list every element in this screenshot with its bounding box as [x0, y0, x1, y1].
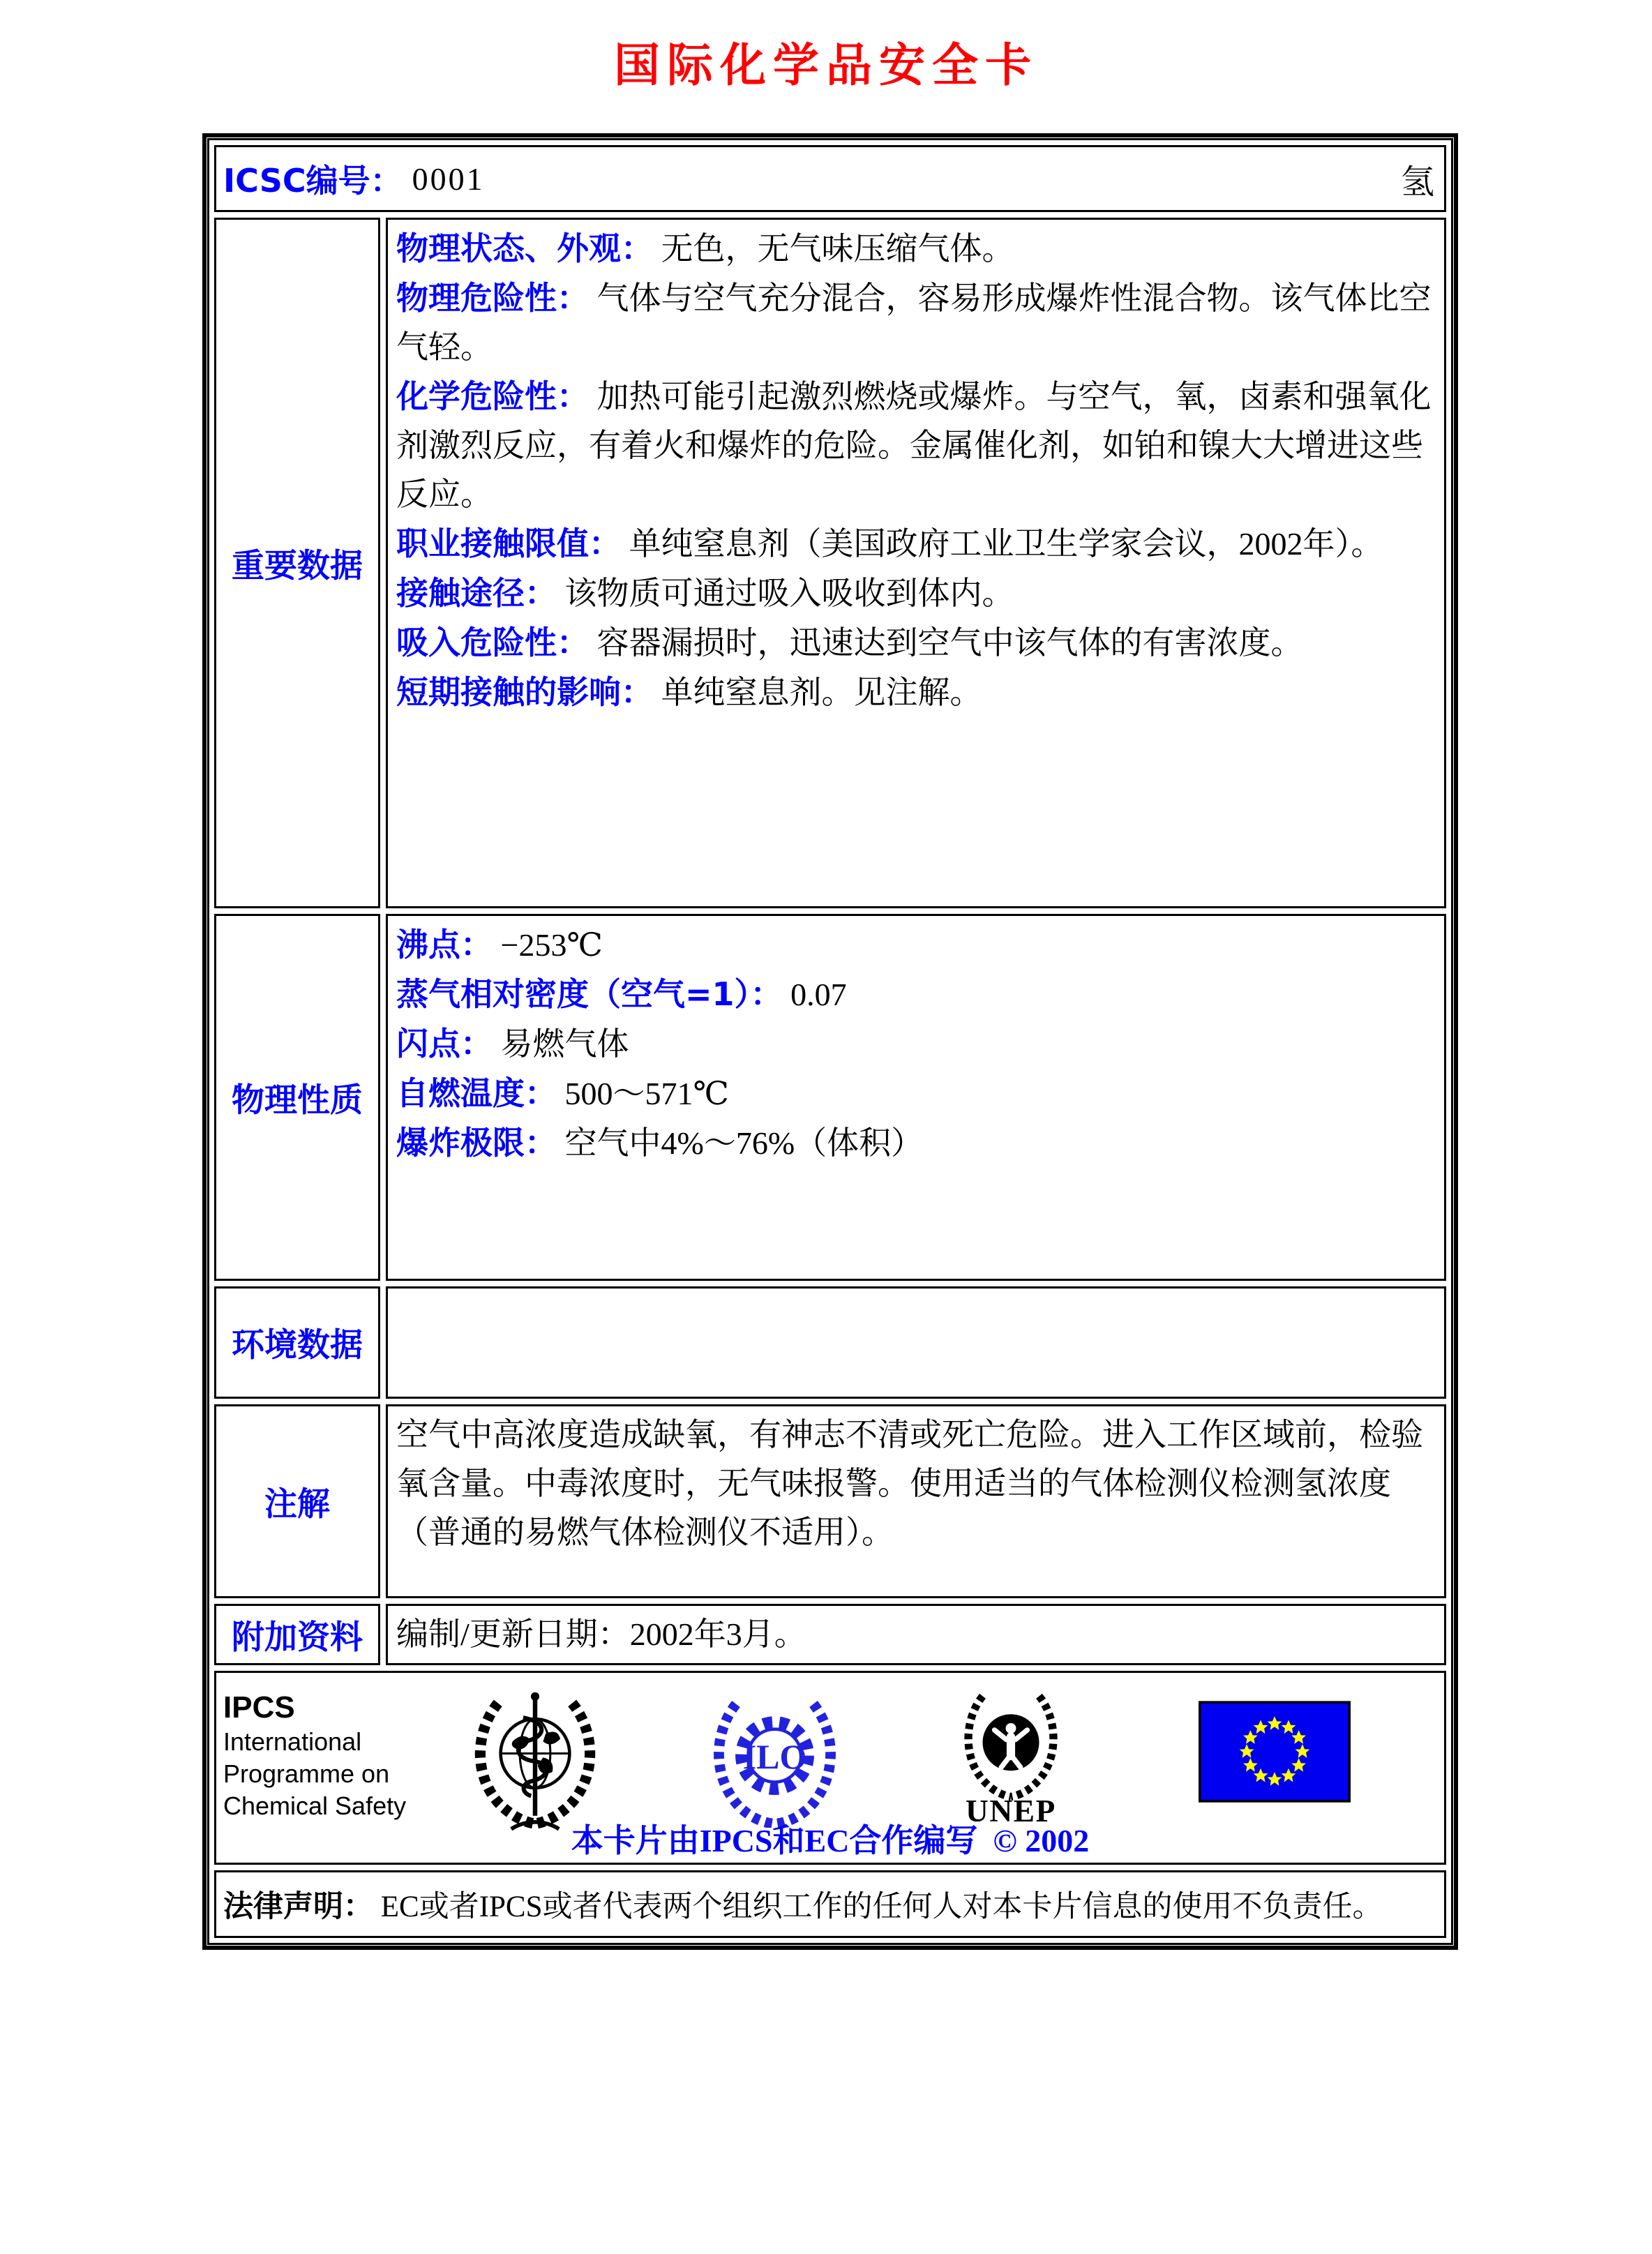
unep-letters: UNEP [966, 1794, 1056, 1828]
section-content-additional-info: 编制/更新日期：2002年3月。 [386, 1604, 1446, 1665]
data-item: 闪点： 易燃气体 [396, 1025, 629, 1062]
data-item: 蒸气相对密度（空气=1）： 0.07 [396, 975, 847, 1013]
unep-logo-icon [954, 1691, 1067, 1828]
icsc-card [202, 133, 1458, 1950]
copyright-text: © 2002 [993, 1823, 1090, 1858]
data-item: 接触途径： 该物质可通过吸入吸收到体内。 [396, 574, 1014, 612]
icsc-number-label: ICSC编号： [223, 162, 403, 200]
data-item: 物理危险性： 气体与空气充分混合，容易形成爆炸性混合物。该气体比空气轻。 [396, 279, 1432, 365]
data-item: 短期接触的影响： 单纯窒息剂。见注解。 [396, 673, 982, 711]
ipcs-title: IPCS [223, 1690, 295, 1725]
section-content-important-data [386, 218, 1446, 908]
section-label-environmental-data: 环境数据 [214, 1286, 380, 1399]
data-item: 沸点： −253℃ [396, 926, 603, 963]
logos-cell [214, 1671, 1446, 1865]
chemical-name: 氢 [1400, 163, 1434, 201]
data-item: 自燃温度： 500～571℃ [396, 1074, 729, 1112]
ipcs-line: International [223, 1727, 362, 1756]
ilo-letters: ILO [742, 1737, 807, 1777]
data-item: 化学危险性： 加热可能引起激烈燃烧或爆炸。与空气，氧，卤素和强氧化剂激烈反应，有着火和爆炸的危险。金属催化剂，如铂和镍大大增进这些反应。 [396, 377, 1432, 512]
section-label-physical-properties: 物理性质 [214, 914, 380, 1281]
page [0, 28, 1652, 1924]
icsc-header-cell [214, 145, 1446, 212]
ilo-logo-icon [710, 1694, 839, 1828]
section-row-additional-info [214, 1604, 1446, 1665]
data-item: 爆炸极限： 空气中4%～76%（体积） [396, 1124, 924, 1162]
ipcs-line: Chemical Safety [223, 1791, 407, 1820]
legal-cell [214, 1870, 1446, 1938]
ipcs-text-block [223, 1690, 406, 1822]
data-item: 吸入危险性： 容器漏损时，迅速达到空气中该气体的有害浓度。 [396, 624, 1303, 661]
cooperation-line [216, 1815, 1444, 1861]
legal-label: 法律声明： [223, 1889, 373, 1924]
ipcs-line: Programme on [223, 1759, 390, 1788]
section-label-important-data: 重要数据 [214, 218, 380, 908]
eu-flag-icon [1199, 1701, 1351, 1803]
section-label-notes: 注解 [214, 1404, 380, 1598]
icsc-header-row [214, 145, 1446, 212]
who-logo-icon [469, 1687, 601, 1833]
section-content-physical-properties [386, 914, 1446, 1281]
icsc-card-inner [207, 138, 1453, 1945]
legal-row [214, 1870, 1446, 1938]
section-content-environmental-data [386, 1286, 1446, 1399]
data-item: 物理状态、外观： 无色，无气味压缩气体。 [396, 230, 1014, 267]
section-row-important-data [214, 218, 1446, 908]
section-content-notes: 空气中高浓度造成缺氧，有神志不清或死亡危险。进入工作区域前，检验氧含量。中毒浓度时，无气味报警。使用适当的气体检测仪检测氢浓度（普通的易燃气体检测仪不适用）。 [386, 1404, 1446, 1598]
logos-row [214, 1671, 1446, 1865]
legal-text: EC或者IPCS或者代表两个组织工作的任何人对本卡片信息的使用不负责任。 [380, 1891, 1383, 1923]
icsc-number-value: 0001 [412, 160, 485, 197]
section-row-physical-properties [214, 914, 1446, 1281]
section-row-notes [214, 1404, 1446, 1598]
cooperation-text: 本卡片由IPCS和EC合作编写 [571, 1823, 978, 1858]
section-row-environmental-data [214, 1286, 1446, 1399]
page-title: 国际化学品安全卡 [614, 38, 1038, 92]
section-label-additional-info: 附加资料 [214, 1604, 380, 1665]
data-item: 职业接触限值： 单纯窒息剂（美国政府工业卫生学家会议，2002年）。 [396, 525, 1383, 562]
